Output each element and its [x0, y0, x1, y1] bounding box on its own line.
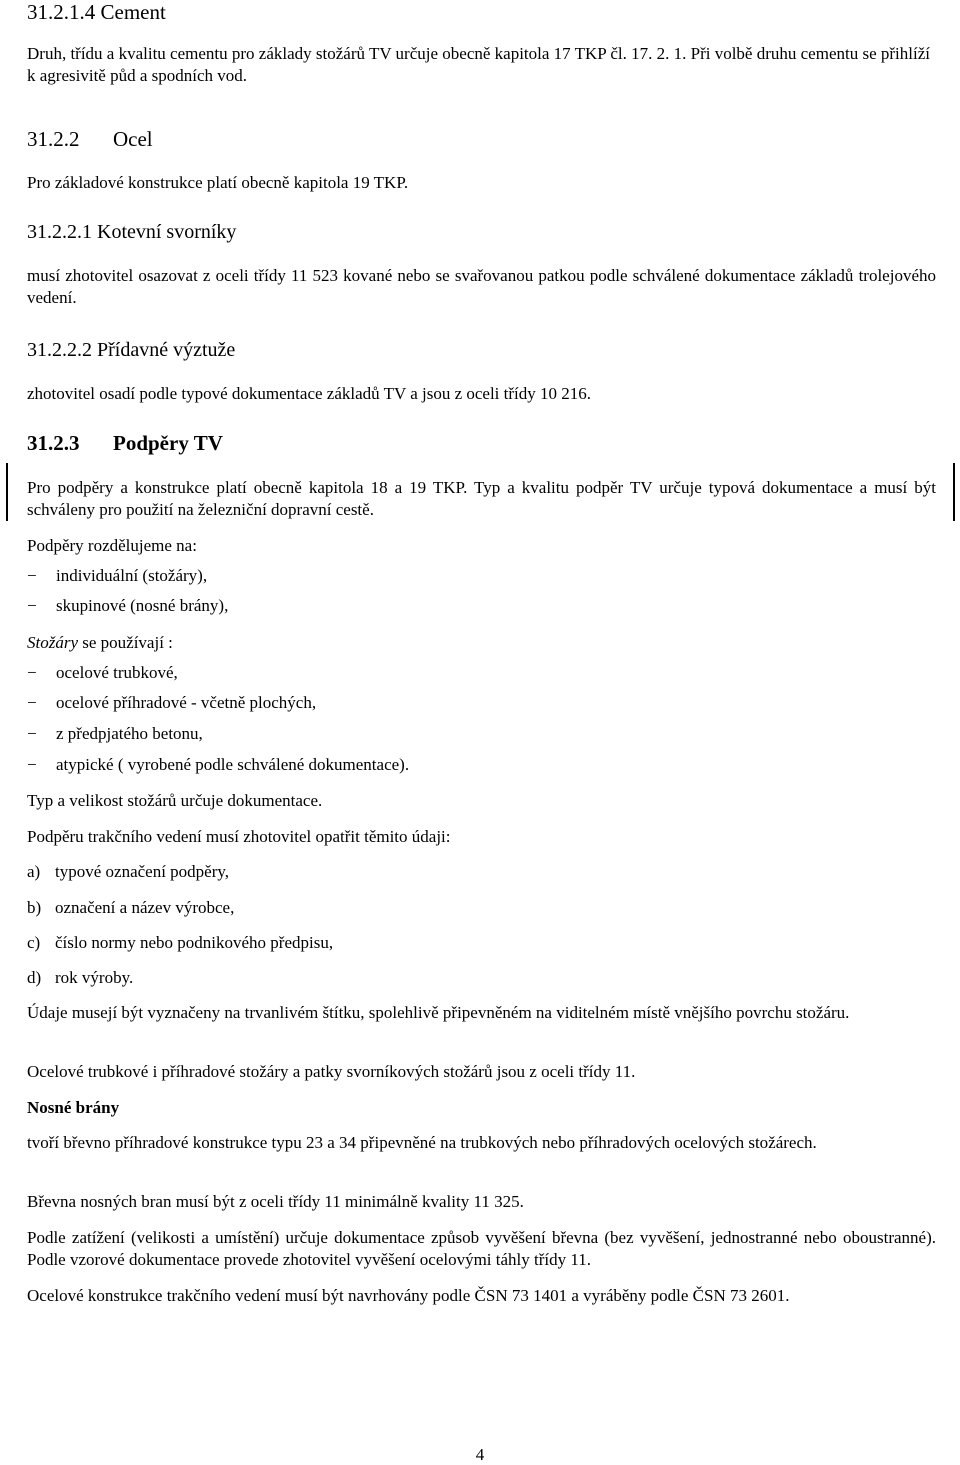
- dash-marker: −: [27, 566, 37, 585]
- dash-marker: −: [27, 663, 37, 682]
- paragraph-csn: Ocelové konstrukce trakčního vedení musí být navrhovány podle ČSN 73 1401 a vyráběny podle ČSN 73 2601.: [27, 1286, 790, 1305]
- list-item: a) typové označení podpěry,: [27, 862, 230, 881]
- dash-marker: −: [27, 596, 37, 615]
- paragraph-ocel: Pro základové konstrukce platí obecně kapitola 19 TKP.: [27, 173, 409, 192]
- dash-marker: −: [27, 724, 37, 743]
- page-number: 4: [475, 1445, 485, 1464]
- list-item: − ocelové trubkové,: [27, 663, 178, 682]
- list-item: − atypické ( vyrobené podle schválené dokumentace).: [27, 755, 410, 774]
- section-heading-kotevni: 31.2.2.1 Kotevní svorníky: [27, 221, 237, 243]
- italic-term-stozary: Stožáry: [27, 633, 78, 652]
- heading-nosne-brany: Nosné brány: [27, 1098, 120, 1117]
- paragraph-typ-velikost: Typ a velikost stožárů určuje dokumentace.: [27, 791, 323, 810]
- list-item: − z předpjatého betonu,: [27, 724, 203, 743]
- paragraph-ocelove-trubkove: Ocelové trubkové i příhradové stožáry a patky svorníkových stožárů jsou z oceli třídy 11.: [27, 1062, 636, 1081]
- section-heading-podpery: 31.2.3 Podpěry TV: [27, 431, 223, 455]
- list-item: − individuální (stožáry),: [27, 566, 208, 585]
- paragraph-udaje-intro: Podpěru trakčního vedení musí zhotovitel opatřit těmito údaji:: [27, 827, 451, 846]
- paragraph-brevno: tvoří břevno příhradové konstrukce typu 23 a 34 připevněné na trubkových nebo příhradových ocelových stožárech.: [27, 1133, 817, 1152]
- paragraph-cement: Druh, třídu a kvalitu cementu pro základy stožárů TV určuje obecně kapitola 17 TKP čl. 17. 2. 1. Při volbě druhu cementu se přihlíží k agresivitě půd a spodních vod.: [27, 44, 930, 85]
- paragraph-udaje-stitek: Údaje musejí být vyznačeny na trvanlivém štítku, spolehlivě připevněném na viditelném místě vnějšího povrchu stožáru.: [27, 1003, 850, 1022]
- paragraph-kotevni: musí zhotovitel osazovat z oceli třídy 11 523 kované nebo se svařovanou patkou podle schválené dokumentace základů trolejového vedení.: [27, 266, 936, 307]
- paragraph-stozary-intro: Stožáry se používají :: [27, 633, 173, 652]
- paragraph-zatizeni: Podle zatížení (velikosti a umístění) určuje dokumentace způsob vyvěšení břevna (bez vyvěšení, jednostranné nebo oboustranné). Podle vzorové dokumentace provede zhotovitel vyvěšení ocelovými táhly třídy 11.: [27, 1228, 936, 1269]
- paragraph-pridavne: zhotovitel osadí podle typové dokumentace základů TV a jsou z oceli třídy 10 216.: [27, 384, 592, 403]
- section-heading-cement: 31.2.1.4 Cement: [27, 0, 166, 24]
- list-item: − ocelové příhradové - včetně plochých,: [27, 693, 317, 712]
- section-heading-ocel: 31.2.2 Ocel: [27, 127, 153, 151]
- section-heading-pridavne: 31.2.2.2 Přídavné výztuže: [27, 339, 236, 361]
- paragraph-brevna-nosnych: Břevna nosných bran musí být z oceli třídy 11 minimálně kvality 11 325.: [27, 1192, 524, 1211]
- list-item: b) označení a název výrobce,: [27, 898, 235, 917]
- paragraph-podpery: Pro podpěry a konstrukce platí obecně kapitola 18 a 19 TKP. Typ a kvalitu podpěr TV určuje typová dokumentace a musí být schváleny pro použití na železniční dopravní cestě.: [27, 478, 936, 519]
- list-item: − skupinové (nosné brány),: [27, 596, 229, 615]
- list-item: c) číslo normy nebo podnikového předpisu,: [27, 933, 334, 952]
- change-bar-left: [6, 463, 8, 521]
- dash-marker: −: [27, 755, 37, 774]
- change-bar-right: [953, 463, 955, 521]
- list-item: d) rok výroby.: [27, 968, 134, 987]
- paragraph-rozdelujeme: Podpěry rozdělujeme na:: [27, 536, 197, 555]
- dash-marker: −: [27, 693, 37, 712]
